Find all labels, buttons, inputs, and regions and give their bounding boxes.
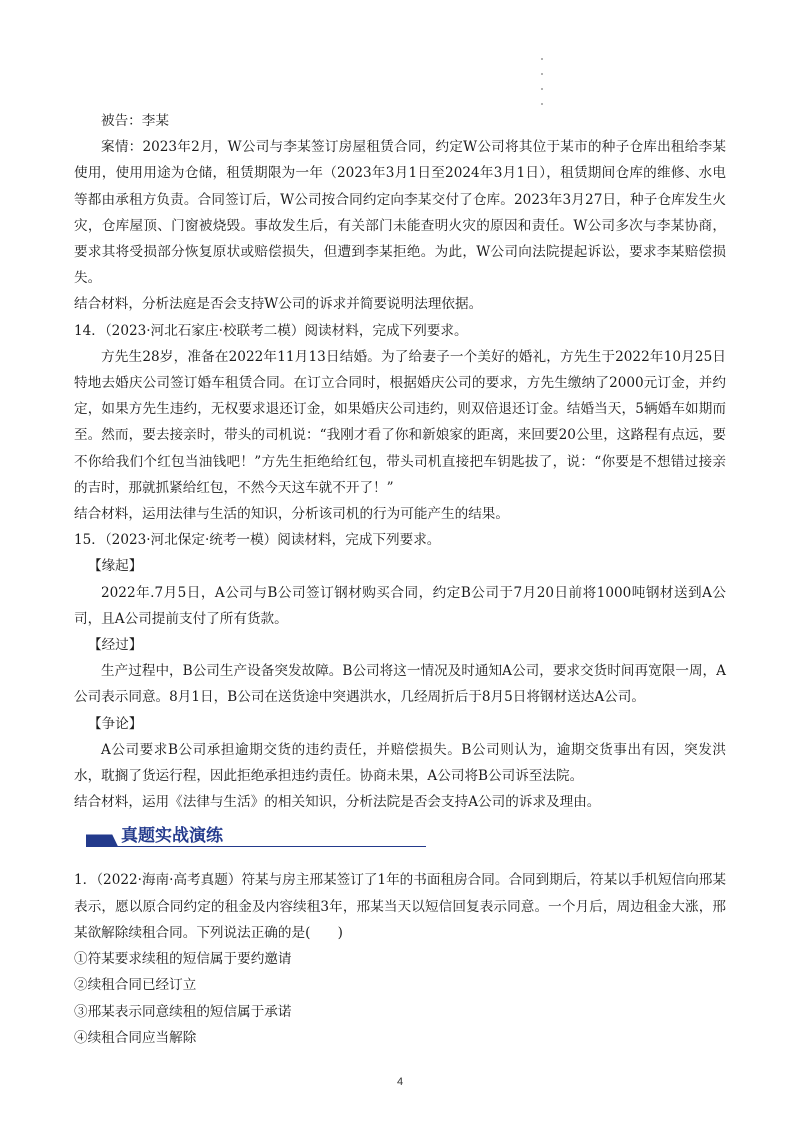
page-number: 4	[396, 1076, 404, 1088]
q15-process-label: 【经过】	[88, 637, 143, 654]
q15-origin-label: 【缘起】	[88, 558, 143, 575]
q1-option-3: ③邢某表示同意续租的短信属于承诺	[74, 1003, 292, 1020]
case-text: 案情：2023年2月，W公司与李某签订房屋租赁合同，约定W公司将其位于某市的种子仓库出租给李某使用，使用用途为仓储，租赁期限为一年（2023年3月1日至2024年3月1日），租赁期间仓库的维修、水电等都由承租方负责。合同签订后，W公司按合同约定向李某交付了仓库。2023年3月27日，种子仓库发生火灾，仓库屋顶、门窗被烧毁。事故发生后，有关部门未能查明火灾的原因和责任。W公司多次与李某协商，要求其将受损部分恢复原状或赔偿损失，但遭到李某拒绝。为此，W公司向法院提起诉讼，要求李某赔偿损失。	[74, 139, 726, 287]
q1-stem: 1．（2022·海南·高考真题）符某与房主邢某签订了1年的书面租房合同。合同到期后，符某以手机短信向邢某表示，愿以原合同约定的租金及内容续租3年，邢某当天以短信回复表示同意。一个月后，周边租金大涨，邢某欲解除续租合同。下列说法正确的是( )	[74, 872, 726, 941]
q1-option-1: ①符某要求续租的短信属于要约邀请	[74, 951, 292, 968]
q15-question: 结合材料，运用《法律与生活》的相关知识，分析法院是否会支持A公司的诉求及理由。	[74, 794, 601, 811]
q15-dispute-label: 【争论】	[88, 715, 143, 732]
q1-option-4: ④续租合同应当解除	[74, 1029, 197, 1046]
case-question: 结合材料，分析法庭是否会支持W公司的诉求并简要说明法理依据。	[74, 296, 483, 313]
defendant-line: 被告：李某	[101, 113, 169, 129]
q15-heading: 15．（2023·河北保定·统考一模）阅读材料，完成下列要求。	[74, 532, 441, 549]
q14-question: 结合材料，运用法律与生活的知识，分析该司机的行为可能产生的结果。	[74, 506, 509, 523]
q14-material: 方先生28岁，准备在2022年11月13日结婚。为了给妻子一个美好的婚礼，方先生于2022年10月25日特地去婚庆公司签订婚车租赁合同。在订立合同时，根据婚庆公司的要求，方先生缴纳了2000元订金，并约定，如果方先生违约，无权要求退还订金，如果婚庆公司违约，则双倍退还订金。结婚当天，5辆婚车如期而至。然而，要去接亲时，带头的司机说：“我刚才看了你和新娘家的距离，来回要20公里，这路程有点远，要不你给我们个红包当油钱吧！”方先生拒绝给红包，带头司机直接把车钥匙拔了，说：“你要是不想错过接亲的吉时，那就抓紧给红包，不然今天这车就不开了！”	[74, 348, 726, 496]
q14-heading: 14．（2023·河北石家庄·校联考二模）阅读材料，完成下列要求。	[74, 322, 468, 339]
section-title: 真题实战演练	[121, 826, 223, 847]
section-bar-decoration	[86, 834, 118, 846]
q15-process-text: 生产过程中，B公司生产设备突发故障。B公司将这一情况及时通知A公司，要求交货时间再宽限一周，A公司表示同意。8月1日，B公司在送货途中突遇洪水，几经周折后于8月5日将钢材送达A公司。	[74, 663, 726, 706]
q1-option-2: ②续租合同已经订立	[74, 977, 197, 994]
document-page	[74, 108, 726, 1051]
section-underline	[86, 846, 426, 847]
q15-dispute-text: A公司要求B公司承担逾期交货的违约责任，并赔偿损失。B公司则认为，逾期交货事出有因，突发洪水，耽搁了货运行程，因此拒绝承担违约责任。协商未果，A公司将B公司诉至法院。	[74, 741, 726, 785]
q15-origin-text: 2022年.7月5日，A公司与B公司签订钢材购买合同，约定B公司于7月20日前将1000吨钢材送到A公司，且A公司提前支付了所有货款。	[74, 584, 726, 627]
section-header	[74, 817, 726, 857]
